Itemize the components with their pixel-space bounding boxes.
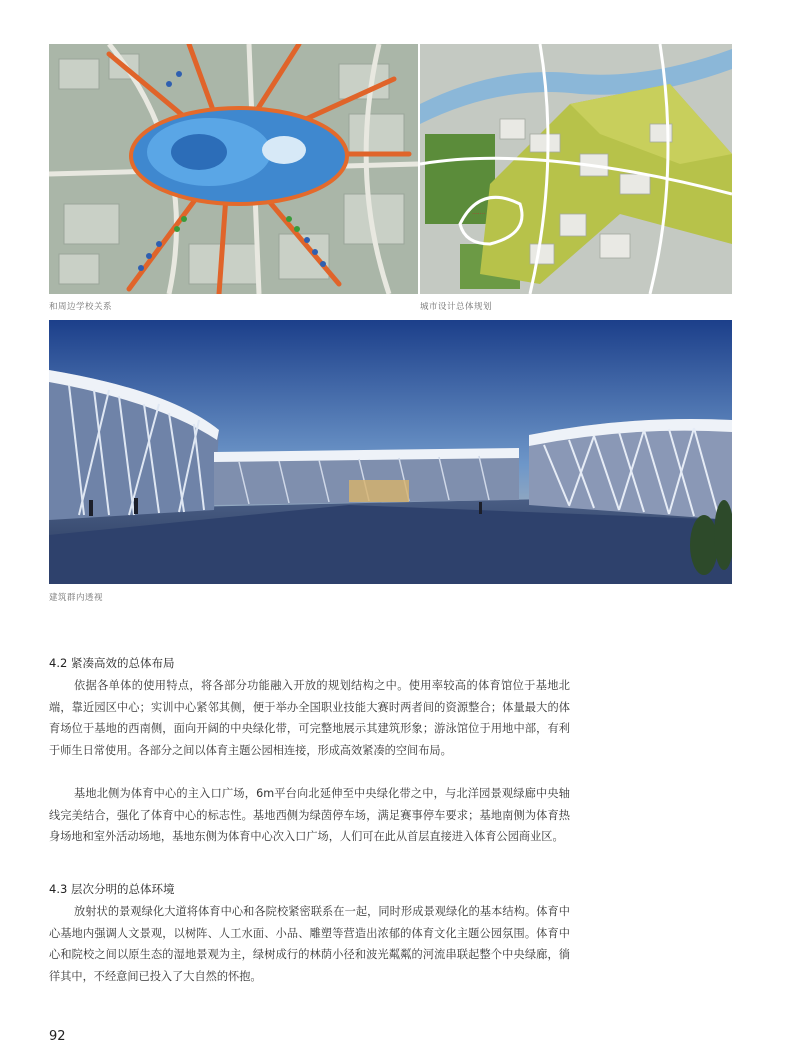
section-4-3-heading: 4.3 层次分明的总体环境 [49, 882, 175, 896]
building-perspective-image [49, 320, 732, 584]
section-4-3-paragraph-1: 放射状的景观绿化大道将体育中心和各院校紧密联系在一起，同时形成景观绿化的基本结构。体育中心基地内强调人文景观，以树阵、人工水面、小品、雕塑等营造出浓郁的体育文化主题公园氛围。体育中心和院校之间以原生态的湿地景观为主，绿树成行的林荫小径和波光粼粼的河流串联起整个中央绿廊，徜徉其中，不经意间已投入了大自然的怀抱。 [49, 905, 570, 983]
caption-site-relation: 和周边学校关系 [49, 302, 113, 312]
urban-design-plan-image [420, 44, 732, 294]
section-4-2-paragraph-2: 基地北侧为体育中心的主入口广场，6m平台向北延伸至中央绿化带之中，与北洋园景观绿廊中央轴线完美结合，强化了体育中心的标志性。基地西侧为绿茵停车场，满足赛事停车要求；基地南侧为体育热身场地和室外活动场地，基地东侧为体育中心次入口广场，人们可在此从首层直接进入体育公园商业区。 [49, 787, 570, 843]
site-relation-plan-image [49, 44, 418, 294]
section-4-2-paragraph-1: 依据各单体的使用特点，将各部分功能融入开放的规划结构之中。使用率较高的体育馆位于基地北端，靠近园区中心；实训中心紧邻其侧，便于举办全国职业技能大赛时两者间的资源整合；体量最大的体育场位于基地的西南侧，面向开阔的中央绿化带，可完整地展示其建筑形象；游泳馆位于用地中部，有利于师生日常使用。各部分之间以体育主题公园相连接，形成高效紧凑的空间布局。 [49, 679, 570, 757]
caption-perspective: 建筑群内透视 [49, 593, 104, 603]
svg-text:·······: ······· [472, 211, 486, 218]
section-4-2-heading: 4.2 紧凑高效的总体布局 [49, 656, 175, 670]
page-number: 92 [49, 1029, 66, 1044]
caption-urban-design: 城市设计总体规划 [420, 302, 493, 312]
